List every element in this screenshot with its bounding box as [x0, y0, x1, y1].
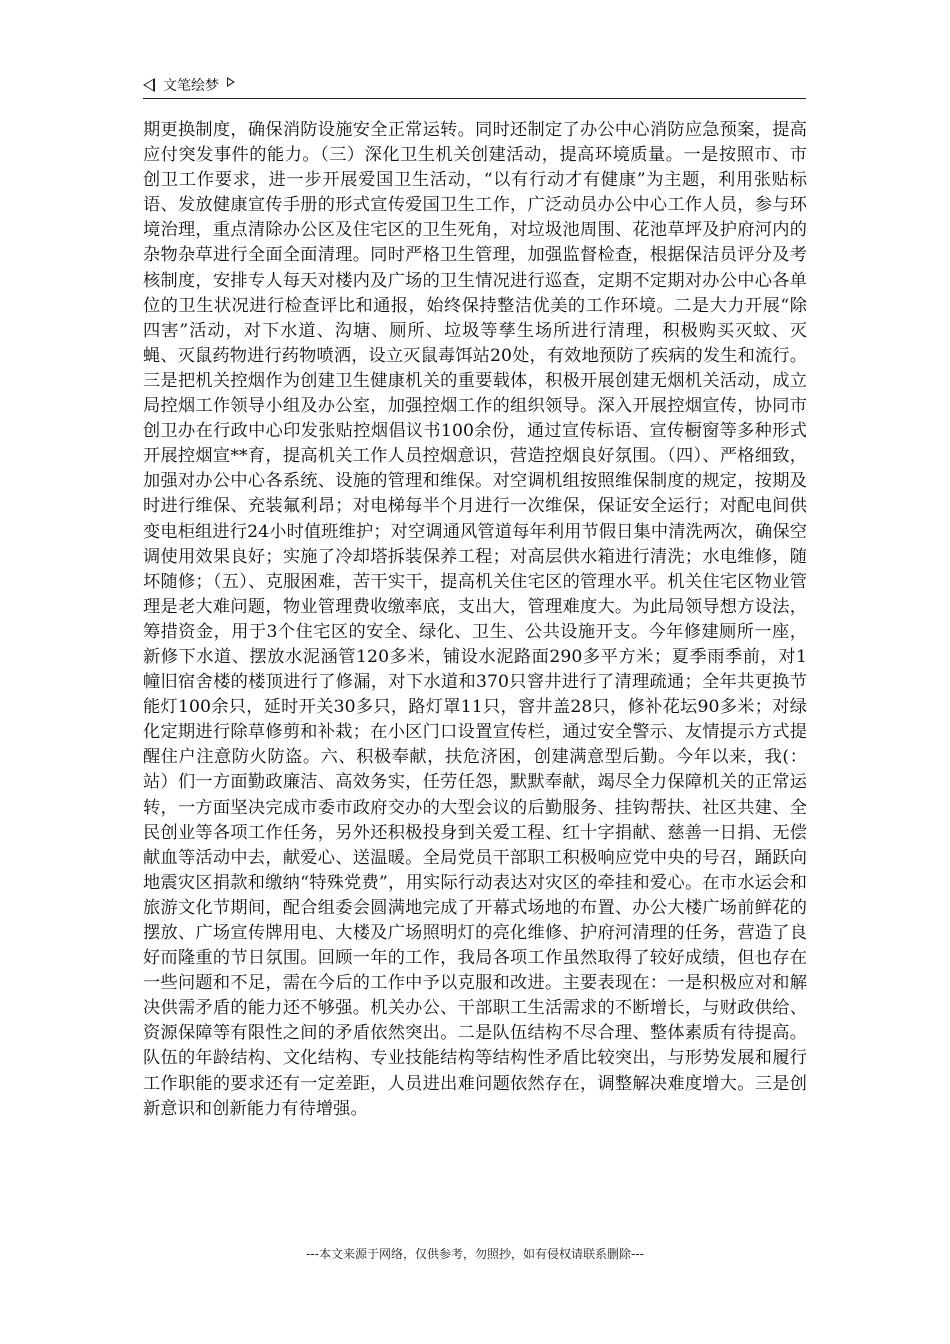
- header-title: 文笔绘梦: [163, 78, 219, 94]
- header-divider: [143, 98, 806, 99]
- triangle-left-icon: [143, 78, 155, 92]
- page-header: [143, 74, 806, 96]
- triangle-right-icon: [227, 77, 235, 87]
- footer-notice: ---本文来源于网络，仅供参考，勿照抄，如有侵权请联系删除---: [306, 1247, 644, 1261]
- body-paragraph: 期更换制度，确保消防设施安全正常运转。同时还制定了办公中心消防应急预案，提高应付突发事件的能力。（三）深化卫生机关创建活动，提高环境质量。一是按照市、市创卫工作要求，进一步开展爱国卫生活动，“以有行动才有健康”为主题，利用张贴标语、发放健康宣传手册的形式宣传爱国卫生工作，广泛动员办公中心工作人员，参与环境治理，重点清除办公区及住宅区的卫生死角，对垃圾池周围、花池草坪及护府河内的杂物杂草进行全面全面清理。同时严格卫生管理，加强监督检查，根据保洁员评分及考核制度，安排专人每天对楼内及广场的卫生情况进行巡查，定期不定期对办公中心各单位的卫生状况进行检查评比和通报，始终保持整洁优美的工作环境。二是大力开展“除四害”活动，对下水道、沟塘、厕所、垃圾等孳生场所进行清理，积极购买灭蚊、灭蝇、灭鼠药物进行药物喷洒，设立灭鼠毒饵站20处，有效地预防了疾病的发生和流行。三是把机关控烟作为创建卫生健康机关的重要载体，积极开展创建无烟机关活动，成立局控烟工作领导小组及办公室，加强控烟工作的组织领导。深入开展控烟宣传，协同市创卫办在行政中心印发张贴控烟倡议书100余份，通过宣传标语、宣传橱窗等多种形式开展控烟宣**育，提高机关工作人员控烟意识，营造控烟良好氛围。（四）、严格细致，加强对办公中心各系统、设施的管理和维保。对空调机组按照维保制度的规定，按期及时进行维保、充装氟利昂；对电梯每半个月进行一次维保，保证安全运行；对配电间供变电柜组进行24小时值班维护；对空调通风管道每年利用节假日集中清洗两次，确保空调使用效果良好；实施了冷却塔拆装保养工程；对高层供水箱进行清洗；水电维修，随坏随修；（五）、克服困难，苦干实干，提高机关住宅区的管理水平。机关住宅区物业管理是老大难问题，物业管理费收缴率底，支出大，管理难度大。为此局领导想方设法，筹措资金，用于3个住宅区的安全、绿化、卫生、公共设施开支。今年修建厕所一座，新修下水道、摆放水泥涵管120多米，铺设水泥路面290多平方米；夏季雨季前，对1幢旧宿舍楼的楼顶进行了修漏，对下水道和370只窨井进行了清理疏通；全年共更换节能灯100余只，延时开关30多只，路灯罩11只，窨井盖28只，修补花坛90多米；对绿化定期进行除草修剪和补栽；在小区门口设置宣传栏，通过安全警示、友情提示方式提醒住户注意防火防盗。六、积极奉献，扶危济困，创建满意型后勤。今年以来，我(：站）们一方面勤政廉洁、高效务实，任劳任怨，默默奉献，竭尽全力保障机关的正常运转，一方面坚决完成市委市政府交办的大型会议的后勤服务、挂钩帮扶、社区共建、全民创业等各项工作任务，另外还积极投身到关爱工程、红十字捐献、慈善一日捐、无偿献血等活动中去，献爱心、送温暖。全局党员干部职工积极响应党中央的号召，踊跃向地震灾区捐款和缴纳“特殊党费”，用实际行动表达对灾区的牵挂和爱心。在市水运会和旅游文化节期间，配合组委会圆满地完成了开幕式场地的布置、办公大楼广场前鲜花的摆放、广场宣传牌用电、大楼及广场照明灯的亮化维修、护府河清理的任务，营造了良好而隆重的节日氛围。回顾一年的工作，我局各项工作虽然取得了较好成绩，但也存在一些问题和不足，需在今后的工作中予以克服和改进。主要表现在：一是积极应对和解决供需矛盾的能力还不够强。机关办公、干部职工生活需求的不断增长，与财政供给、资源保障等有限性之间的矛盾依然突出。二是队伍结构不尽合理、整体素质有待提高。队伍的年龄结构、文化结构、专业技能结构等结构性矛盾比较突出，与形势发展和履行工作职能的要求还有一定差距，人员进出难问题依然存在，调整解决难度增大。三是创新意识和创新能力有待增强。: [143, 120, 807, 1119]
